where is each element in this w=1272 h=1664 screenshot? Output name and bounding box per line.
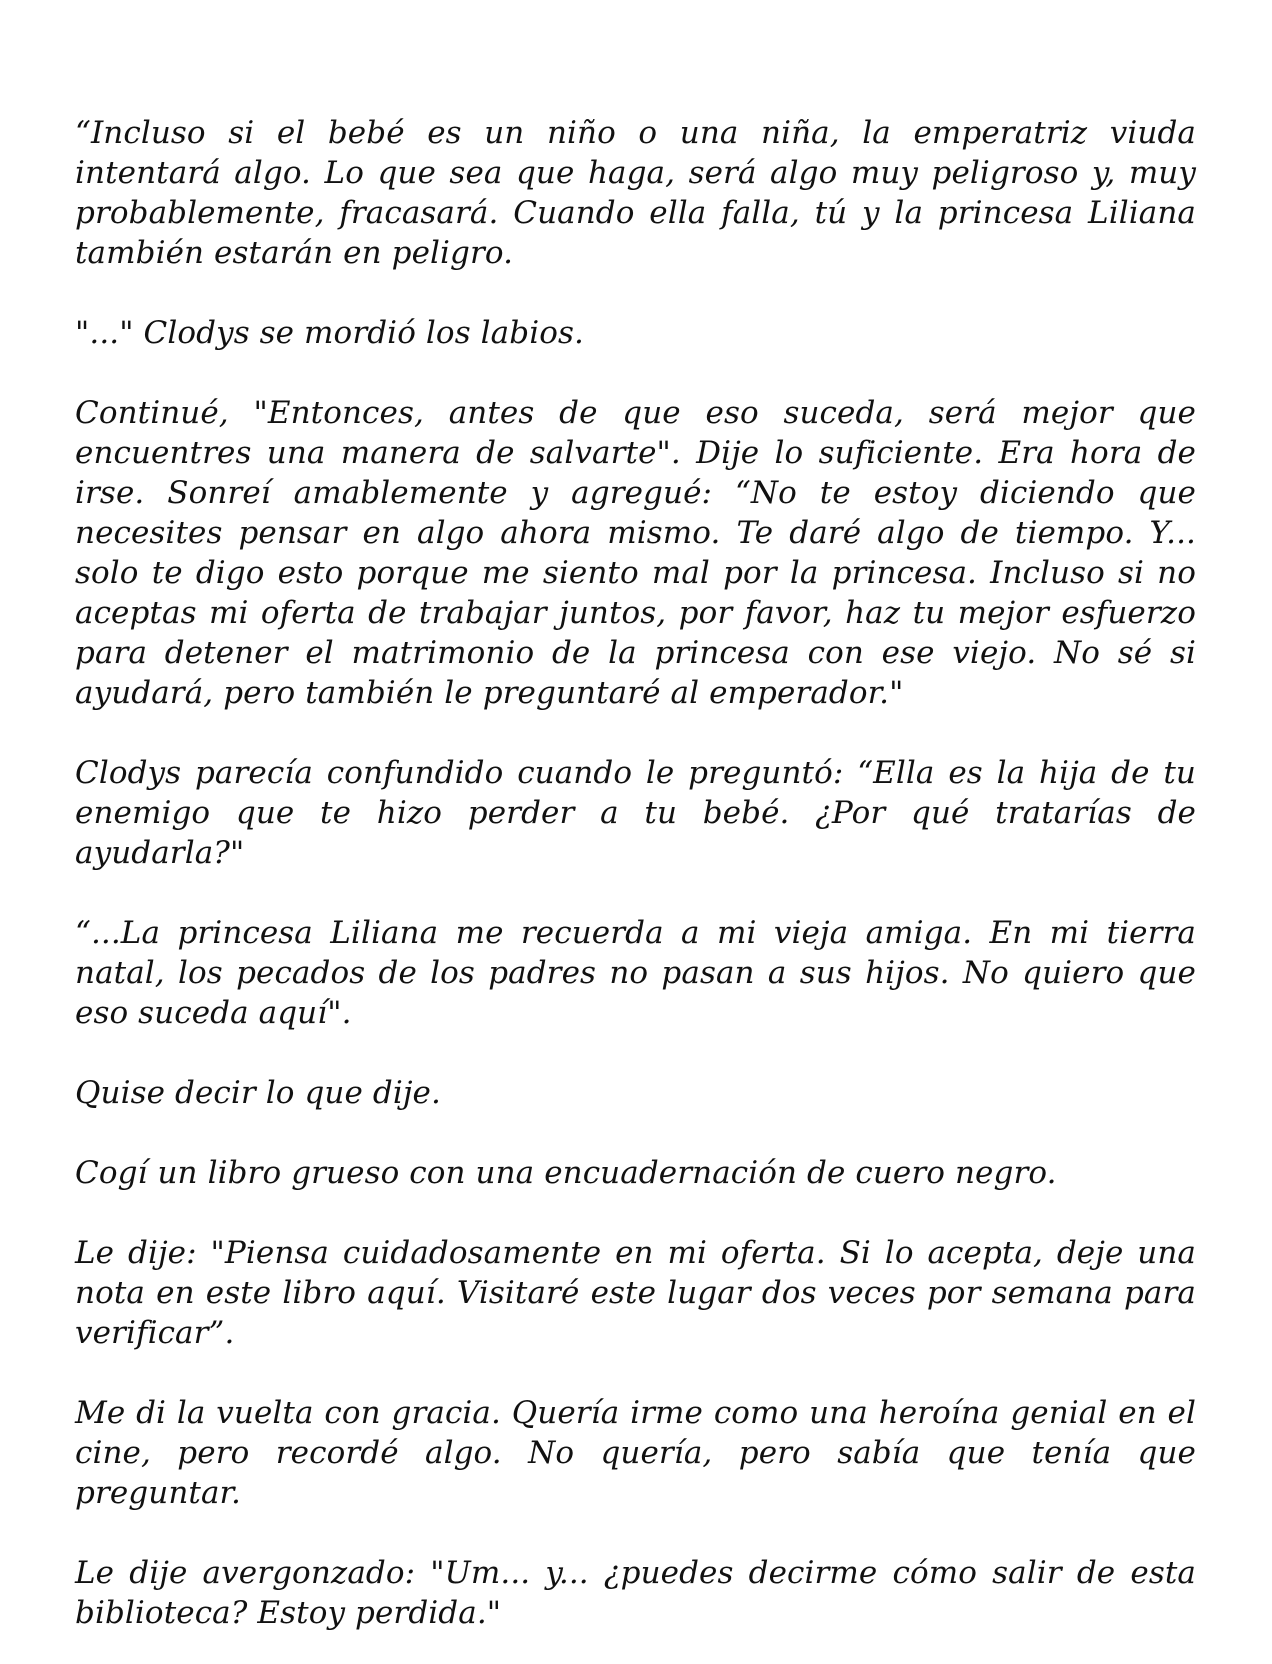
- paragraph: Continué, "Entonces, antes de que eso suceda, será mejor que encuentres una manera de salvarte". Dije lo suficiente. Era hora de irse. Sonreí amablemente y agregué: “No te estoy diciendo que necesites pensar en algo ahora mismo. Te daré algo de tiempo. Y... solo te digo esto porque me siento mal por la princesa. Incluso si no aceptas mi oferta de trabajar juntos, por favor, haz tu mejor esfuerzo para detener el matrimonio de la princesa con ese viejo. No sé si ayudará, pero también le preguntaré al emperador.": [75, 395, 1196, 711]
- document-body: [75, 113, 1196, 1633]
- paragraph: Le dije: "Piensa cuidadosamente en mi oferta. Si lo acepta, deje una nota en este libro aquí. Visitaré este lugar dos veces por semana para verificar”.: [75, 1235, 1196, 1351]
- paragraph: “...La princesa Liliana me recuerda a mi vieja amiga. En mi tierra natal, los pecados de los padres no pasan a sus hijos. No quiero que eso suceda aquí".: [75, 915, 1196, 1031]
- paragraph: "..." Clodys se mordió los labios.: [75, 315, 584, 351]
- paragraph: Me di la vuelta con gracia. Quería irme como una heroína genial en el cine, pero recordé algo. No quería, pero sabía que tenía que preguntar.: [75, 1395, 1196, 1511]
- paragraph: Le dije avergonzado: "Um... y... ¿puedes decirme cómo salir de esta biblioteca? Estoy perdida.": [75, 1555, 1196, 1631]
- paragraph: Clodys parecía confundido cuando le preguntó: “Ella es la hija de tu enemigo que te hizo perder a tu bebé. ¿Por qué tratarías de ayudarla?": [75, 755, 1196, 871]
- paragraph: Quise decir lo que dije.: [75, 1075, 441, 1111]
- paragraph: “Incluso si el bebé es un niño o una niña, la emperatriz viuda intentará algo. Lo que sea que haga, será algo muy peligroso y, muy probablemente, fracasará. Cuando ella falla, tú y la princesa Liliana también estarán en peligro.: [75, 115, 1196, 271]
- paragraph: Cogí un libro grueso con una encuadernación de cuero negro.: [75, 1155, 1057, 1191]
